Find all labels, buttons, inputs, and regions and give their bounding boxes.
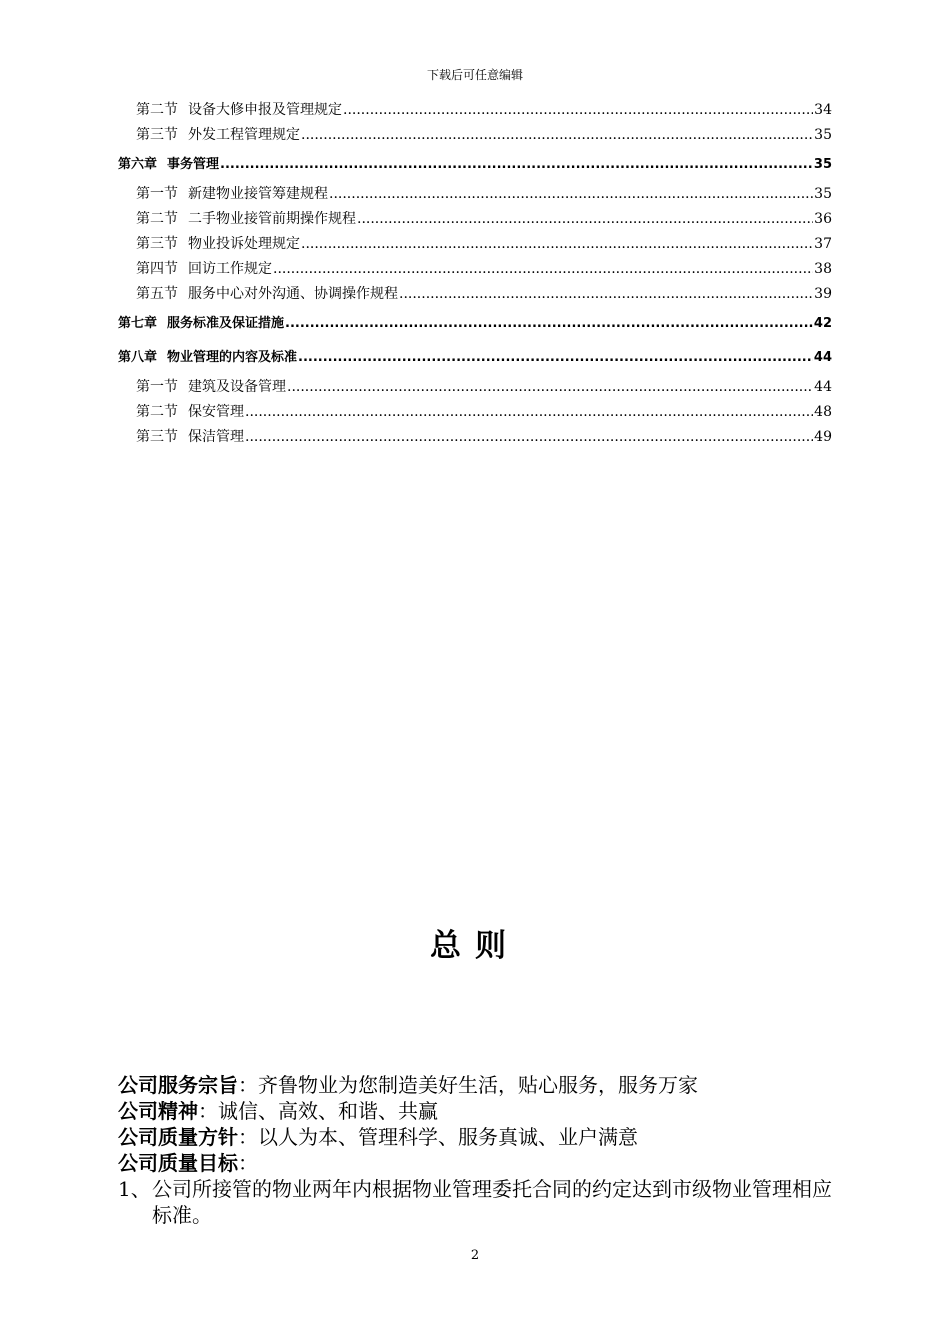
toc-entry-number: 第二节	[136, 102, 178, 118]
toc-dot-leader	[329, 182, 813, 207]
toc-section-entry[interactable]	[118, 425, 832, 450]
section-title: 总则	[430, 928, 520, 964]
toc-entry-page: 48	[814, 404, 832, 420]
toc-dot-leader	[399, 282, 813, 307]
colon: ：	[238, 1125, 258, 1149]
colon: ：	[238, 1073, 258, 1097]
colon: ：	[238, 1151, 258, 1175]
toc-section-entry[interactable]	[118, 98, 832, 123]
toc-entry-number: 第八章	[118, 350, 158, 365]
toc-section-entry[interactable]	[118, 257, 832, 282]
toc-entry-page: 37	[814, 236, 832, 252]
toc-entry-number: 第三节	[136, 236, 178, 252]
toc-entry-title: 回访工作规定	[188, 261, 272, 277]
toc-dot-leader	[298, 341, 813, 375]
toc-entry-title: 外发工程管理规定	[188, 127, 300, 143]
toc-dot-leader	[287, 375, 813, 400]
toc-entry-page: 39	[814, 286, 832, 302]
toc-entry-title: 建筑及设备管理	[188, 379, 286, 395]
toc-section-entry[interactable]	[118, 400, 832, 425]
toc-entry-title: 新建物业接管筹建规程	[188, 186, 328, 202]
toc-entry-number: 第三节	[136, 127, 178, 143]
toc-entry-number: 第二节	[136, 404, 178, 420]
toc-section-entry[interactable]	[118, 207, 832, 232]
quality-goal-label: 公司质量目标	[118, 1151, 238, 1175]
company-spirit-line	[118, 1098, 838, 1124]
company-spirit-value: 诚信、高效、和谐、共赢	[218, 1099, 438, 1123]
toc-entry-title: 服务标准及保证措施	[167, 316, 285, 331]
toc-chapter-entry[interactable]	[118, 148, 832, 182]
toc-dot-leader	[273, 257, 813, 282]
toc-section-entry[interactable]	[118, 123, 832, 148]
toc-entry-title: 物业管理的内容及标准	[167, 350, 298, 365]
page-number: 2	[470, 1248, 480, 1263]
toc-entry-page: 38	[814, 261, 832, 277]
quality-goal-item	[118, 1176, 838, 1228]
toc-dot-leader	[245, 425, 813, 450]
toc-section-entry[interactable]	[118, 282, 832, 307]
toc-chapter-entry[interactable]	[118, 307, 832, 341]
toc-chapter-entry[interactable]	[118, 341, 832, 375]
service-purpose-line	[118, 1072, 838, 1098]
toc-entry-number: 第六章	[118, 157, 158, 172]
toc-entry-number: 第七章	[118, 316, 158, 331]
toc-entry-page: 49	[814, 429, 832, 445]
toc-dot-leader	[301, 123, 813, 148]
toc-entry-number: 第五节	[136, 286, 178, 302]
toc-entry-number: 第二节	[136, 211, 178, 227]
toc-entry-number: 第三节	[136, 429, 178, 445]
toc-entry-title: 二手物业接管前期操作规程	[188, 211, 356, 227]
toc-dot-leader	[285, 307, 813, 341]
quality-policy-line	[118, 1124, 838, 1150]
colon: ：	[198, 1099, 218, 1123]
toc-entry-title: 服务中心对外沟通、协调操作规程	[188, 286, 398, 302]
toc-dot-leader	[245, 400, 813, 425]
toc-section-entry[interactable]	[118, 232, 832, 257]
toc-entry-number: 第一节	[136, 186, 178, 202]
toc-entry-title: 保安管理	[188, 404, 244, 420]
page-header: 下载后可任意编辑	[426, 68, 523, 82]
service-purpose-label: 公司服务宗旨	[118, 1073, 238, 1097]
toc-entry-page: 35	[813, 157, 832, 172]
toc-entry-title: 保洁管理	[188, 429, 244, 445]
quality-policy-value: 以人为本、管理科学、服务真诚、业户满意	[258, 1125, 638, 1149]
toc-entry-number: 第四节	[136, 261, 178, 277]
table-of-contents	[118, 98, 832, 450]
service-purpose-value: 齐鲁物业为您制造美好生活，贴心服务，服务万家	[258, 1073, 698, 1097]
quality-policy-label: 公司质量方针	[118, 1125, 238, 1149]
toc-entry-page: 34	[814, 102, 832, 118]
quality-goal-line	[118, 1150, 838, 1176]
toc-dot-leader	[343, 98, 813, 123]
toc-entry-page: 42	[813, 316, 832, 331]
toc-dot-leader	[301, 232, 813, 257]
list-marker: 1、	[118, 1177, 151, 1201]
company-principles	[118, 1072, 838, 1228]
toc-dot-leader	[357, 207, 813, 232]
toc-entry-number: 第一节	[136, 379, 178, 395]
toc-entry-title: 事务管理	[167, 157, 220, 172]
toc-section-entry[interactable]	[118, 182, 832, 207]
company-spirit-label: 公司精神	[118, 1099, 198, 1123]
toc-entry-page: 35	[814, 127, 832, 143]
quality-goal-text: 公司所接管的物业两年内根据物业管理委托合同的约定达到市级物业管理相应标准。	[152, 1177, 832, 1227]
toc-dot-leader	[220, 148, 813, 182]
toc-entry-page: 35	[814, 186, 832, 202]
toc-entry-page: 44	[813, 350, 832, 365]
toc-entry-title: 设备大修申报及管理规定	[188, 102, 342, 118]
toc-entry-title: 物业投诉处理规定	[188, 236, 300, 252]
toc-entry-page: 36	[814, 211, 832, 227]
toc-section-entry[interactable]	[118, 375, 832, 400]
toc-entry-page: 44	[814, 379, 832, 395]
